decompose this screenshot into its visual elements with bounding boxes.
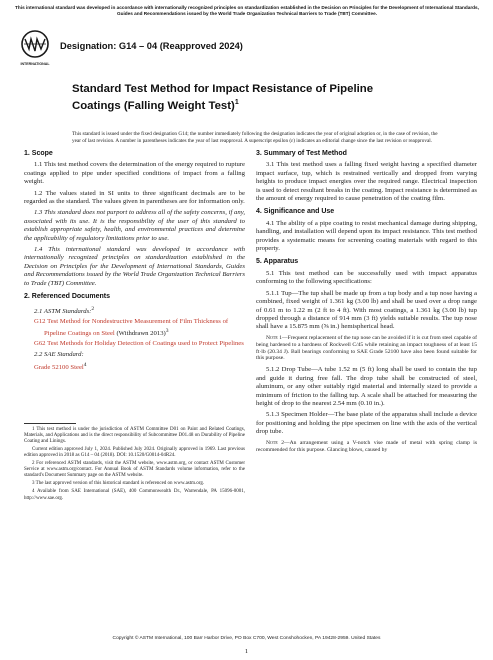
para-5-1-1: 5.1.1 Tup—The tup shall be made up from a tup body and a tup nose having a combined, fixed weight of 1.361 kg (3.00 lb) and shall be used over a drop range of 0.61 m to 1.22 m (2 ft to 4 ft). With most coatings, a 1.361 kg (3.00 lb) tup dropped through a distance of 914 mm (3 ft) yields suitable results. The tup nose shall have a 15.875 mm (⅝ in.) hemispherical head. [256, 289, 477, 331]
para-3-1: 3.1 This test method uses a falling fixed weight having a specified diameter impact surface, tup, which is restrained vertically and dropped from varying heights to produce impact energies over the required range. Electrical inspection is used to detect resultant breaks in the coating. Impact resistance is determined as the amount of energy required to cause penetration of the coating film. [256, 161, 477, 203]
astm-standards-label [34, 305, 245, 317]
reference-grade-52100 [34, 361, 245, 373]
note-1-label: Note 1 [266, 334, 283, 341]
footnote-1: 1 This test method is under the jurisdiction of ASTM Committee D01 on Paint and Related Coatings, Materials, and Applications and is the direct responsibility of Subcommittee D01.48 on Durability of Pipeline Coating and Linings. [24, 426, 245, 444]
title-text: Standard Test Method for Impact Resistance of Pipeline Coatings (Falling Weight Test) [72, 83, 374, 112]
section-heading-summary: 3. Summary of Test Method [256, 150, 347, 157]
reference-g12 [34, 318, 245, 338]
title-footnote-mark[interactable]: 1 [234, 99, 239, 107]
copyright-footer: Copyright © ASTM International, 100 Barr Harbor Drive, PO Box C700, West Conshohocken, PA 19428-2959. United States [112, 636, 381, 641]
ref-g62-code[interactable]: G62 [34, 340, 46, 348]
section-heading-references: 2. Referenced Documents [24, 293, 110, 301]
footnote-1-edition: Current edition approved July 1, 2024. Published July 2024. Originally approved in 1969. Last previous edition approved in 2018 as G14 – 04 (2018). DOI: 10.1520/G0014-04R24. [24, 446, 245, 459]
footnote-divider [24, 423, 76, 424]
ref-g12-suffix: (Withdrawn 2013) [116, 329, 166, 337]
page-number: 1 [244, 648, 249, 655]
footnote-3: 3 The last approved version of this historical standard is referenced on www.astm.org. [32, 481, 205, 487]
para-1-3: 1.3 This standard does not purport to address all of the safety concerns, if any, associated with its use. It is the responsibility of the user of this standard to establish appropriate safety, health, and environmental practices and determine the applicability of regulatory limitations prior to use. [24, 209, 245, 242]
para-5-1: 5.1 This test method can be successfully used with impact apparatus conforming to the following specifications: [256, 269, 477, 286]
para-1-1: 1.1 This test method covers the determination of the energy required to rupture coatings applied to pipe under specified conditions of impact from a falling weight. [24, 161, 245, 186]
right-column [256, 150, 477, 457]
ref-g12-footnote-mark[interactable]: 3 [165, 327, 169, 334]
astm-standards-text: 2.1 ASTM Standards: [34, 307, 92, 315]
note-2 [256, 440, 477, 454]
logo-text: INTERNATIONAL [20, 62, 50, 66]
designation: Designation: G14 – 04 (Reapproved 2024) [60, 41, 243, 51]
grade-52100-link[interactable]: Grade 52100 Steel [34, 364, 84, 372]
astm-logo-icon [18, 29, 52, 69]
document-title [72, 83, 392, 113]
para-1-2: 1.2 The values stated in SI units to three significant decimals are to be regarded as the standard. The values given in parentheses are for information only. [24, 189, 245, 206]
para-5-1-3: 5.1.3 Specimen Holder—The base plate of the apparatus shall include a device for positioning and holding the pipe specimen on line with the axis of the vertical drop tube. [256, 411, 477, 436]
ref-g62-title[interactable]: Test Methods for Holiday Detection of Coatings used to Protect Pipelines [47, 340, 244, 348]
wto-notice: This international standard was developed in accordance with internationally recognized principles on standardization established in the Decision on Principles for the Development of International Standards, Guides and Recommendations issued by the World Trade Organization Technical Barriers to Trade (TBT) Committee. [15, 5, 479, 16]
footnote-2: 2 For referenced ASTM standards, visit the ASTM website, www.astm.org, or contact ASTM Customer Service at www.astm.org/contact. For Annual Book of ASTM Standards volume information, refer to the standard's Document Summary page on the ASTM website. [24, 461, 245, 479]
section-heading-significance: 4. Significance and Use [256, 208, 335, 216]
note-1-text: —Frequent replacement of the tup nose can be avoided if it is cut from steel capable of being hardened to a hardness of Rockwell C/45 while retaining an impact toughness of at least 15 ft·lb (20.34 J). Ball bearings conforming to SAE Grade 52100 have also been found suitable for this purpose. [256, 334, 478, 362]
astm-footnote-mark[interactable]: 2 [91, 305, 95, 312]
note-1 [256, 335, 477, 363]
footnote-4: 4 Available from SAE International (SAE), 400 Commonwealth Dr., Warrendale, PA 15096-0001, http://www.sae.org. [24, 489, 245, 501]
section-heading-scope: 1. Scope [24, 150, 53, 157]
preamble: This standard is issued under the fixed designation G14; the number immediately following the designation indicates the year of original adoption or, in the case of revision, the year of last revision. A number in parentheses indicates the year of last reapproval. A superscript epsilon (ε) indicates an editorial change since the last revision or reapproval. [72, 131, 438, 144]
sae-standard-label: 2.2 SAE Standard: [34, 350, 84, 358]
para-5-1-2: 5.1.2 Drop Tube—A tube 1.52 m (5 ft) long shall be used to contain the tup and guide it during free fall. The drop tube shall be constructed of steel, aluminum, or any other suitably rigid material and internally sized to provide a minimum of friction to the falling tup. A scale shall be attached for measuring the height of drop to the nearest 2.54 mm (0.10 in.). [256, 366, 477, 407]
para-4-1: 4.1 The ability of a pipe coating to resist mechanical damage during shipping, handling, and installation will depend upon its impact resistance. This test method provides a systematic means for screening coating materials with regard to this property. [256, 219, 477, 253]
ref-g12-title[interactable]: Test Method for Nondestructive Measurement of Film Thickness of Pipeline Coatings on Steel [44, 318, 229, 337]
para-1-4: 1.4 This international standard was developed in accordance with internationally recognized principles on standardization established in the Decision on Principles for the Development of International Standards, Guides and Recommendations issued by the World Trade Organization Technical Barriers to Trade (TBT) Committee. [24, 246, 245, 287]
reference-g62 [34, 340, 245, 348]
left-column [24, 150, 245, 504]
note-2-label: Note 2 [266, 439, 285, 446]
ref-g12-code[interactable]: G12 [34, 318, 46, 326]
section-heading-apparatus: 5. Apparatus [256, 258, 299, 266]
grade-footnote-mark[interactable]: 4 [83, 362, 87, 368]
note-2-text: —An arrangement using a V-notch vise made of metal with spring clamp is recommended for this purpose. Glancing blows, caused by [256, 439, 477, 453]
